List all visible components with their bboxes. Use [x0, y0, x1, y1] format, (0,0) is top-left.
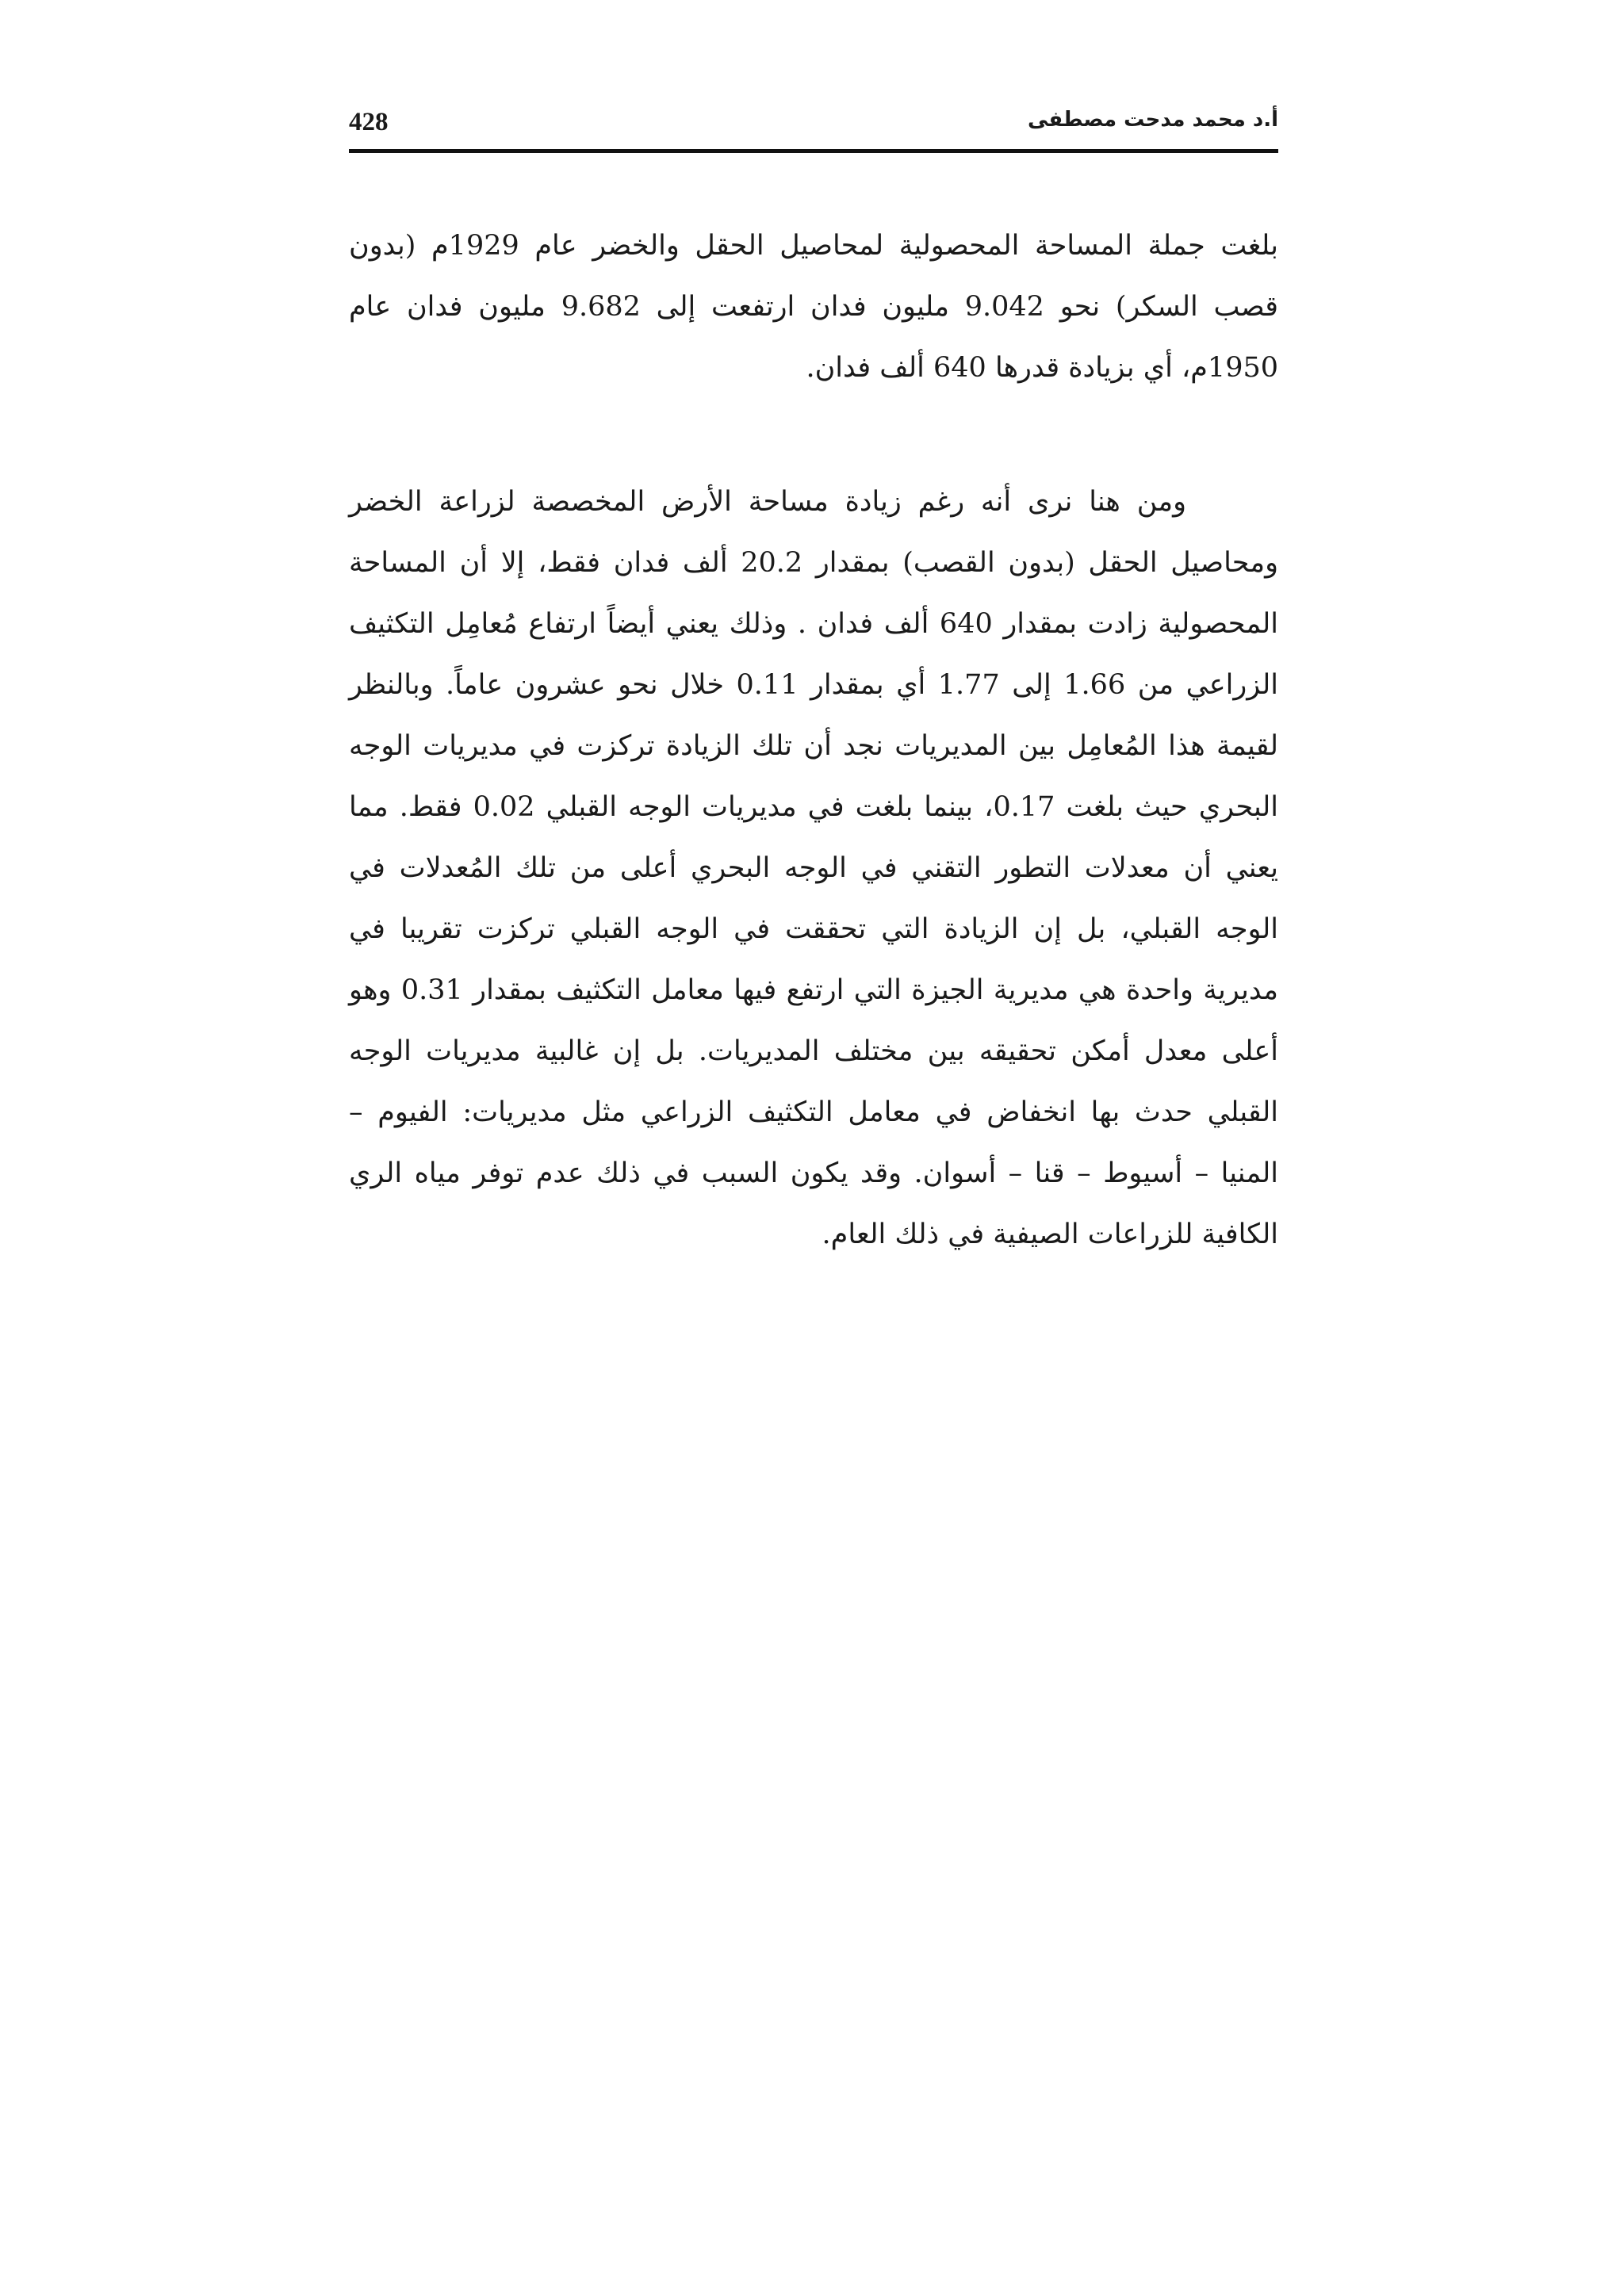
running-head-author: أ.د محمد مدحت مصطفى: [1027, 108, 1278, 132]
body-text: [349, 216, 1278, 1265]
page-header: [349, 101, 1278, 153]
paragraph-1: بلغت جملة المساحة المحصولية لمحاصيل الحقل والخضر عام 1929م (بدون قصب السكر) نحو 9.042 مليون فدان ارتفعت إلى 9.682 مليون فدان عام 1950م، أي بزيادة قدرها 640 ألف فدان.: [349, 230, 1278, 384]
paragraph-2: ومن هنا نرى أنه رغم زيادة مساحة الأرض المخصصة لزراعة الخضر ومحاصيل الحقل (بدون القصب) بمقدار 20.2 ألف فدان فقط، إلا أن المساحة المحصولية زادت بمقدار 640 ألف فدان . وذلك يعني أيضاً ارتفاع مُعامِل التكثيف الزراعي من 1.66 إلى 1.77 أي بمقدار 0.11 خلال نحو عشرون عاماً. وبالنظر لقيمة هذا المُعامِل بين المديريات نجد أن تلك الزيادة تركزت في مديريات الوجه البحري حيث بلغت 0.17، بينما بلغت في مديريات الوجه القبلي 0.02 فقط. مما يعني أن معدلات التطور التقني في الوجه البحري أعلى من تلك المُعدلات في الوجه القبلي، بل إن الزيادة التي تحققت في الوجه القبلي تركزت تقريبا في مديرية واحدة هي مديرية الجيزة التي ارتفع فيها معامل التكثيف بمقدار 0.31 وهو أعلى معدل أمكن تحقيقه بين مختلف المديريات. بل إن غالبية مديريات الوجه القبلي حدث بها انخفاض في معامل التكثيف الزراعي مثل مديريات: الفيوم – المنيا – أسيوط – قنا – أسوان. وقد يكون السبب في ذلك عدم توفر مياه الري الكافية للزراعات الصيفية في ذلك العام.: [349, 486, 1279, 1250]
page-number: 428: [349, 108, 389, 136]
